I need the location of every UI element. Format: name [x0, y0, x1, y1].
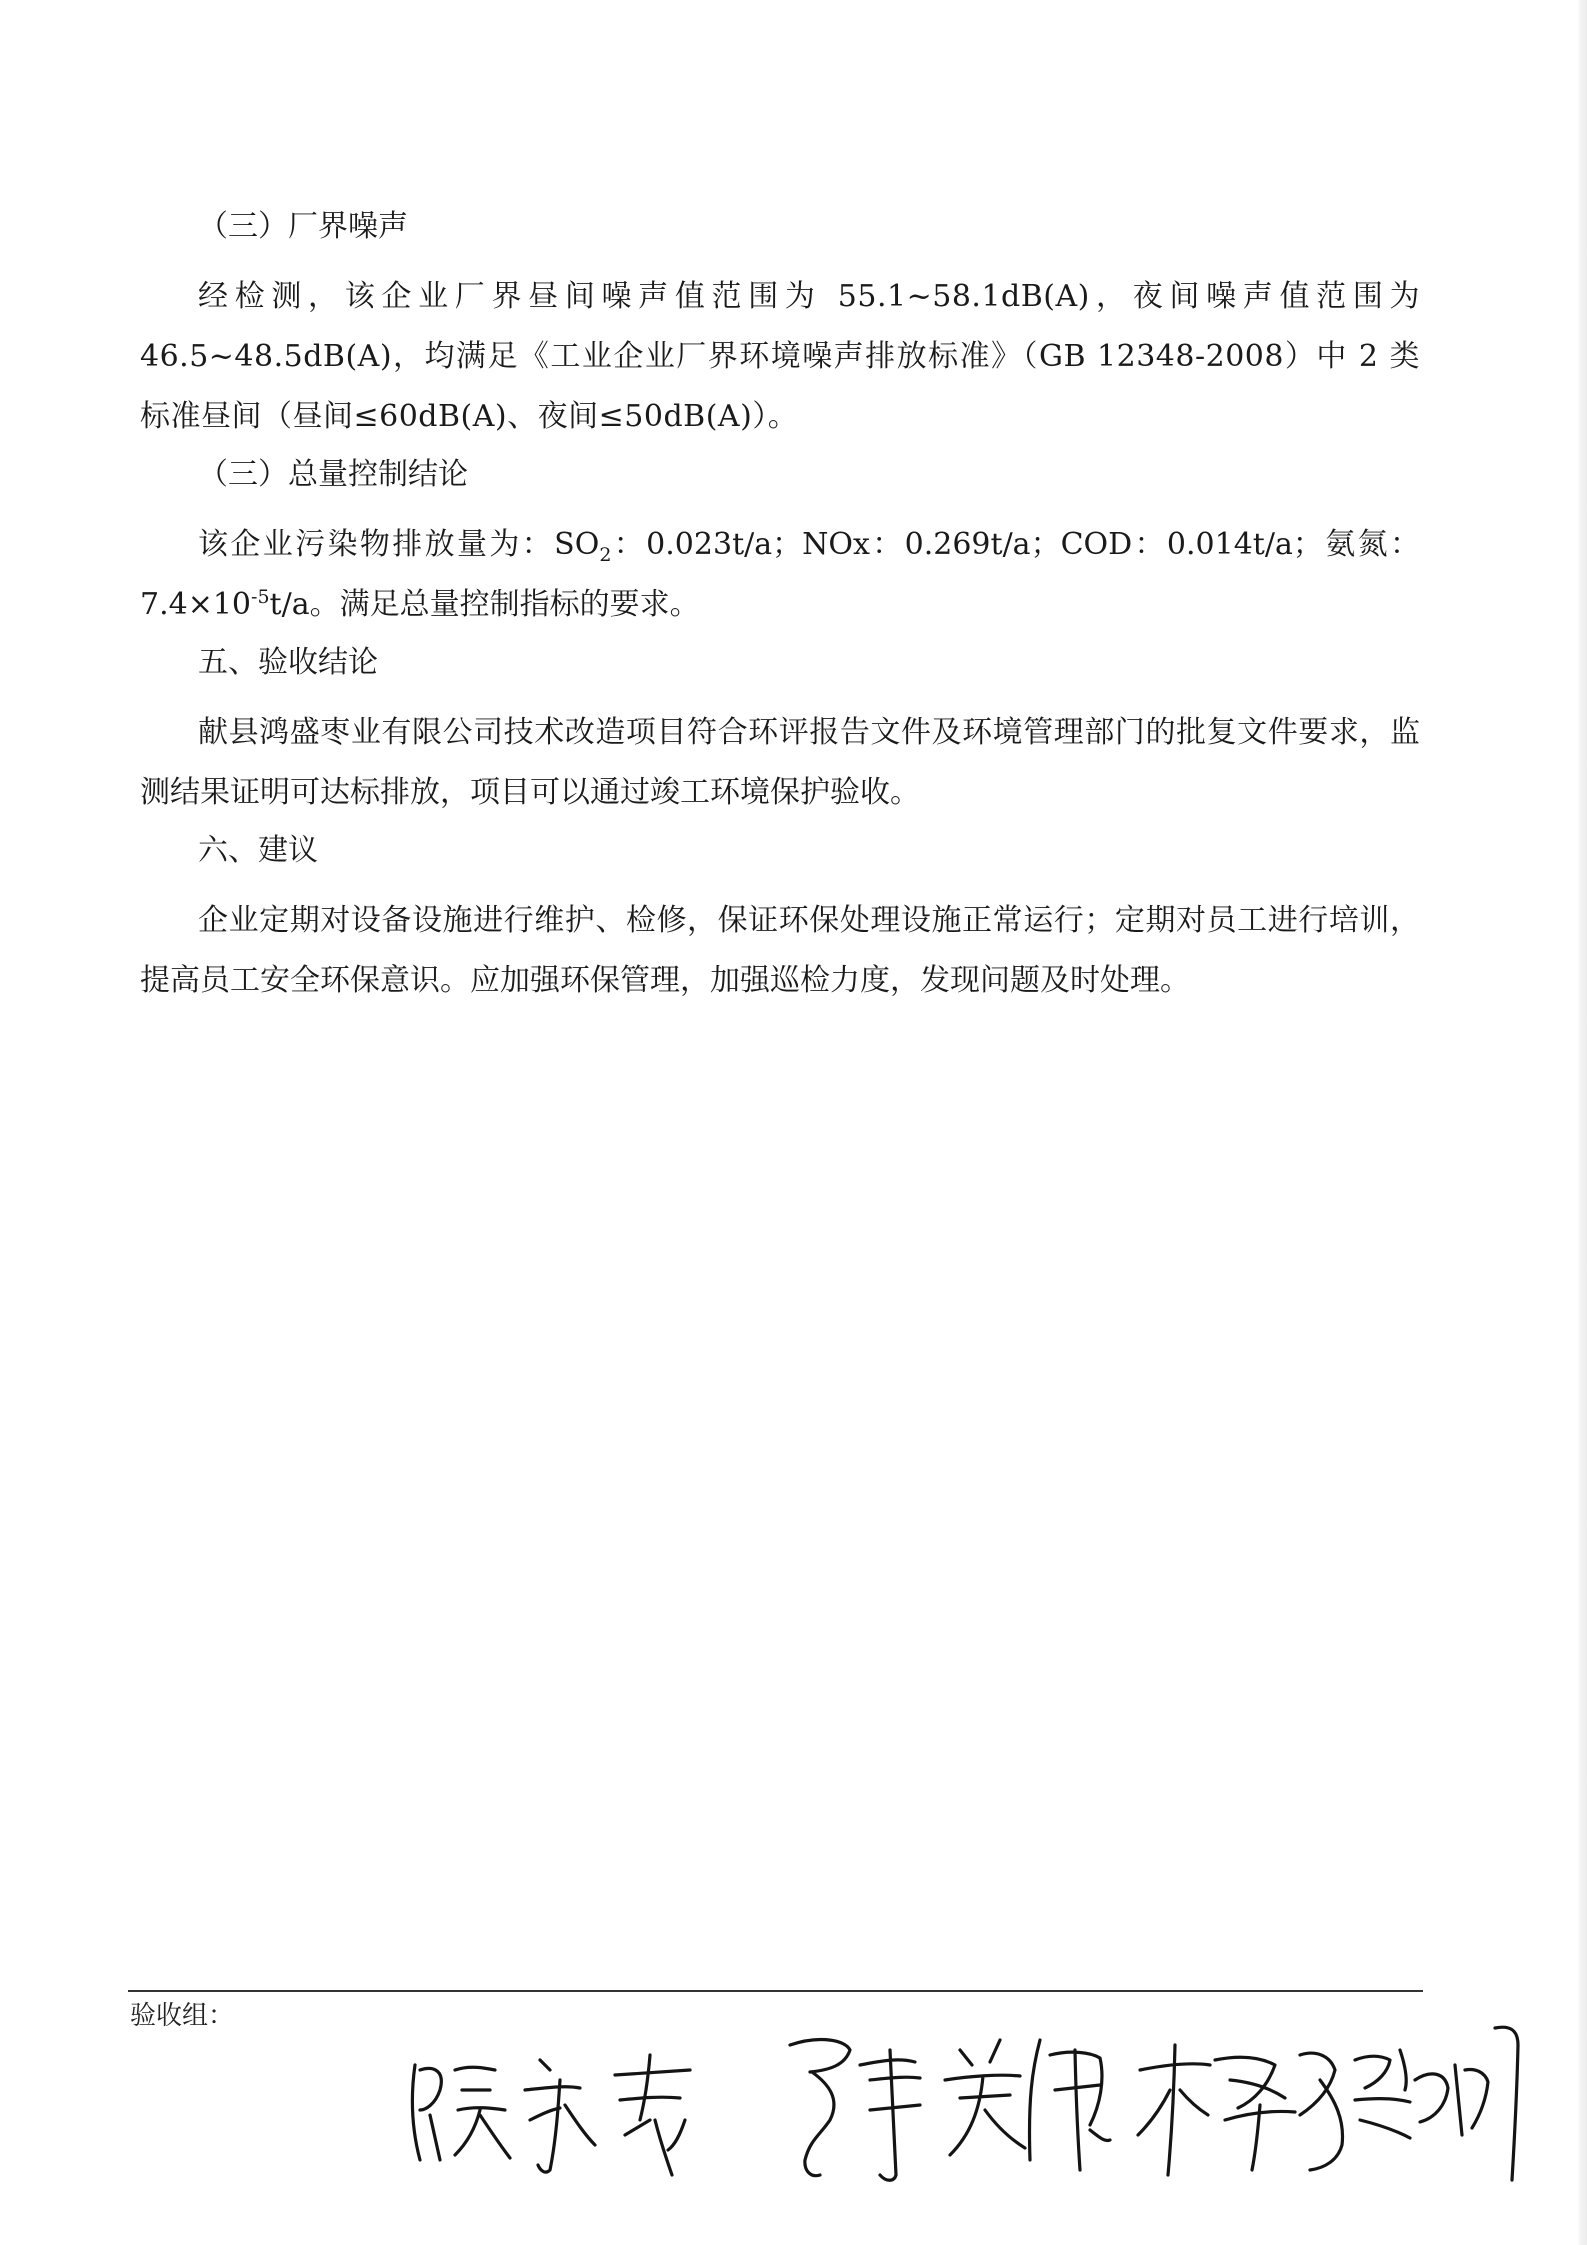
signature-1 — [412, 2055, 690, 2175]
paragraph-conclusion: 献县鸿盛枣业有限公司技术改造项目符合环评报告文件及环境管理部门的批复文件要求，监测结果证明可达标排放，项目可以通过竣工环境保护验收。 — [140, 715, 1420, 810]
total-text-1: 该企业污染物排放量为：SO — [198, 527, 600, 562]
so2-subscript: 2 — [599, 544, 612, 566]
signature-2 — [790, 2040, 1110, 2181]
footer-divider — [128, 1990, 1423, 1992]
total-text-2: ：0.023t/a；NOx：0.269t/a；COD：0.014t/a；氨氮：7.4×10 — [140, 527, 1420, 622]
exponent-superscript: -5 — [251, 586, 270, 608]
section-heading-conclusion: 五、验收结论 — [198, 645, 378, 680]
signature-3 — [1138, 2027, 1518, 2180]
handwritten-signatures — [400, 2010, 1540, 2200]
paragraph-total-control — [140, 515, 1420, 635]
paragraph-advice: 企业定期对设备设施进行维护、检修，保证环保处理设施正常运行；定期对员工进行培训，提高员工安全环保意识。应加强环保管理，加强巡检力度，发现问题及时处理。 — [140, 903, 1420, 998]
section-heading-advice: 六、建议 — [198, 833, 318, 868]
total-text-3: t/a。满足总量控制指标的要求。 — [269, 587, 700, 622]
section-heading-noise: （三）厂界噪声 — [198, 209, 408, 244]
scan-edge — [1577, 0, 1587, 2245]
section-heading-total-control: （三）总量控制结论 — [198, 457, 468, 492]
paragraph-noise: 经检测，该企业厂界昼间噪声值范围为 55.1~58.1dB(A)，夜间噪声值范围为 46.5~48.5dB(A)，均满足《工业企业厂界环境噪声排放标准》（GB 12348-2008）中 2 类标准昼间（昼间≤60dB(A)、夜间≤50dB(A)）。 — [140, 279, 1420, 434]
document-body — [140, 205, 1420, 1017]
signature-area — [400, 2010, 1540, 2200]
acceptance-group-label: 验收组： — [130, 2001, 235, 2031]
